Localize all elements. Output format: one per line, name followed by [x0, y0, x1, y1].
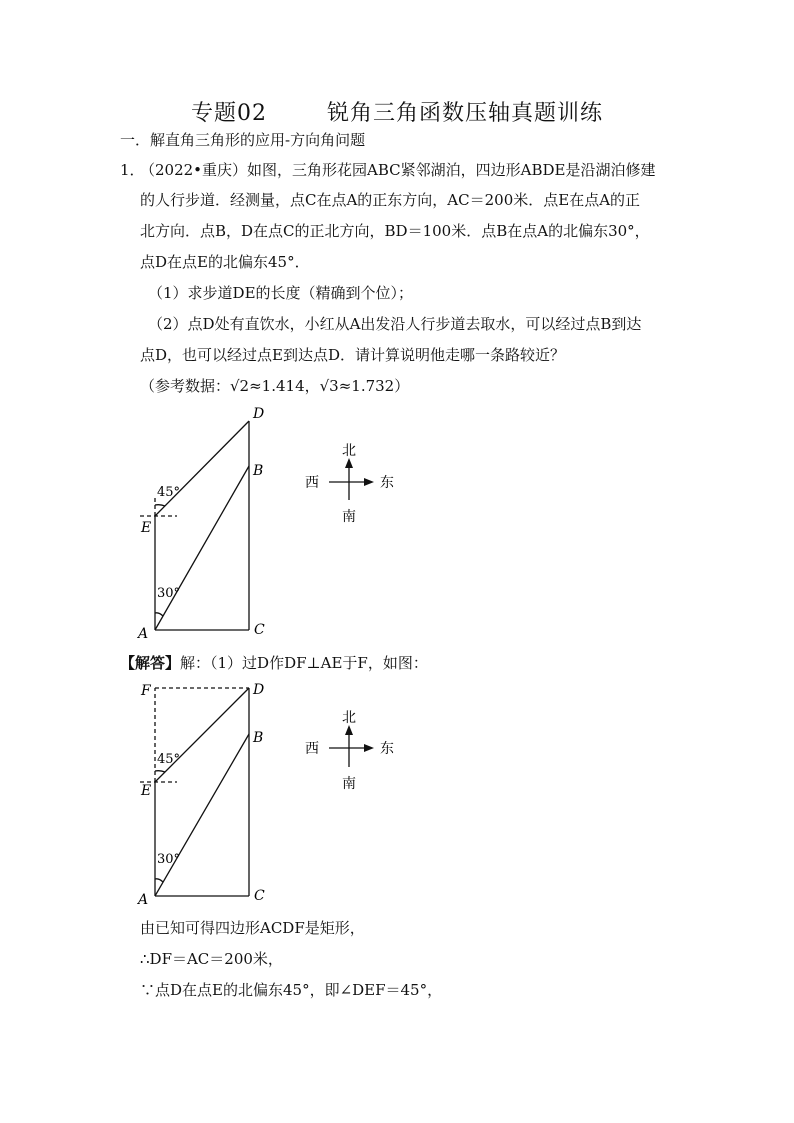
- title-subject: 锐角三角函数压轴真题训练: [326, 101, 603, 126]
- point-label-a: A: [138, 626, 149, 642]
- question-1: （1）求步道DE的长度（精确到个位）；: [148, 284, 414, 302]
- compass-north: 北: [342, 443, 356, 459]
- point-label-e: E: [141, 783, 152, 799]
- question-2: （2）点D处有直饮水，小红从A出发沿人行步道去取水，可以经过点B到达: [148, 315, 642, 333]
- problem-line: 点D在点E的北偏东45°．: [140, 253, 310, 271]
- problem-number: 1．: [120, 161, 145, 179]
- compass-south: 南: [342, 776, 356, 792]
- point-label-b: B: [253, 463, 264, 479]
- compass-east: 东: [380, 475, 394, 491]
- answer-label: 【解答】: [120, 654, 181, 672]
- compass-north: 北: [342, 710, 356, 726]
- reference-data: （参考数据：√2≈1.414，√3≈1.732）: [140, 377, 410, 395]
- point-label-a: A: [138, 892, 149, 908]
- section-heading: 一．解直角三角形的应用-方向角问题: [120, 131, 366, 149]
- point-label-d: D: [253, 406, 265, 422]
- problem-line: 北方向．点B，D在点C的正北方向，BD＝100米．点B在点A的北偏东30°，: [140, 222, 650, 240]
- compass-west: 西: [305, 475, 319, 491]
- point-label-c: C: [254, 622, 265, 638]
- problem-line: 点D，也可以经过点E到达点D．请计算说明他走哪一条路较近？: [140, 346, 566, 364]
- point-label-e: E: [141, 520, 152, 536]
- angle-label-30: 30°: [157, 586, 181, 601]
- angle-label-45: 45°: [157, 752, 181, 767]
- solution-line: ∵点D在点E的北偏东45°，即∠DEF＝45°，: [140, 981, 443, 999]
- point-label-c: C: [254, 888, 265, 904]
- compass-east: 东: [380, 741, 394, 757]
- compass-west: 西: [305, 741, 319, 757]
- problem-line: （2022•重庆）如图，三角形花园ABC紧邻湖泊，四边形ABDE是沿湖泊修建: [140, 161, 656, 179]
- solution-line: ∴DF＝AC＝200米，: [140, 950, 283, 968]
- point-label-f: F: [141, 683, 151, 699]
- angle-label-45: 45°: [157, 485, 181, 500]
- title-topic: 专题02: [190, 101, 267, 126]
- compass-south: 南: [342, 509, 356, 525]
- angle-label-30: 30°: [157, 852, 181, 867]
- point-label-b: B: [253, 730, 264, 746]
- answer-intro: 解：（1）过D作DF⊥AE于F，如图：: [180, 654, 428, 672]
- solution-line: 由已知可得四边形ACDF是矩形，: [140, 919, 365, 937]
- point-label-d: D: [253, 682, 265, 698]
- problem-line: 的人行步道．经测量，点C在点A的正东方向，AC＝200米．点E在点A的正: [140, 191, 641, 209]
